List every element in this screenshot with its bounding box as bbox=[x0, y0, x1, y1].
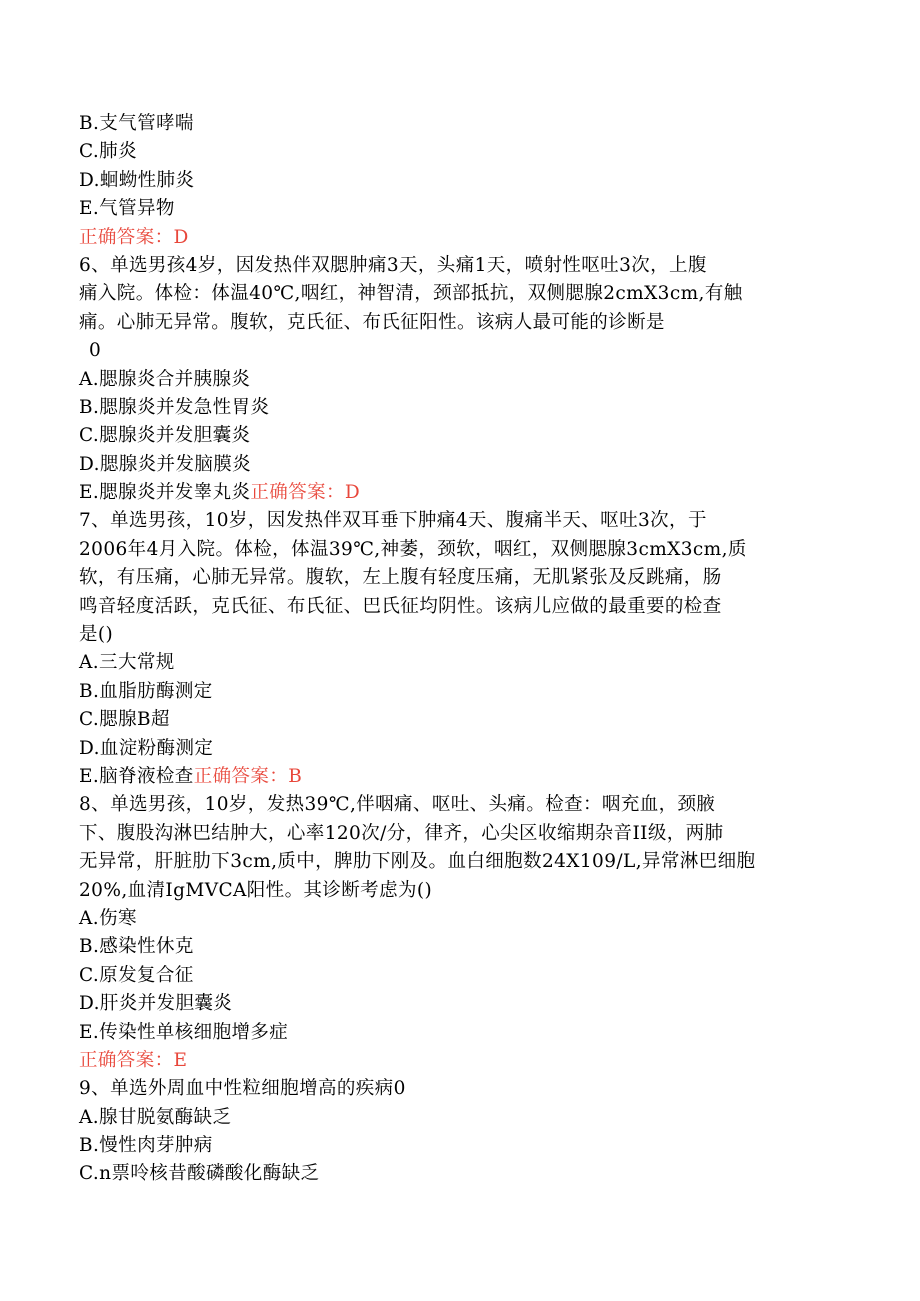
q7-stem-line: 2006年4月入院。体检，体温39℃,神萎，颈软，咽红，双侧腮腺3cmX3cm,质 bbox=[79, 538, 747, 560]
q7-option-e: E.脑脊液检查 bbox=[79, 765, 194, 787]
q8-option-b: B.感染性休克 bbox=[79, 936, 194, 958]
q8-answer: 正确答案：E bbox=[79, 1049, 188, 1071]
q5-option-b: B.支气管哮喘 bbox=[79, 113, 194, 134]
document-content bbox=[79, 110, 839, 1189]
q8-stem-line: 无异常，肝脏肋下3cm,质中，脾肋下刚及。血白细胞数24X109/L,异常淋巴细胞 bbox=[79, 851, 756, 873]
q5-option-c: C.肺炎 bbox=[79, 141, 137, 163]
q6-option-a: A.腮腺炎合并胰腺炎 bbox=[79, 368, 251, 390]
q7-option-e-line bbox=[79, 763, 839, 791]
q7-option-b: B.血脂肪酶测定 bbox=[79, 680, 213, 702]
q7-stem-line: 鸣音轻度活跃，克氏征、布氏征、巴氏征均阴性。该病儿应做的最重要的检查 bbox=[79, 595, 722, 617]
q6-option-c: C.腮腺炎并发胆囊炎 bbox=[79, 425, 251, 447]
q9-option-b: B.慢性肉芽肿病 bbox=[79, 1135, 213, 1157]
q6-stem-line: 6、单选男孩4岁，因发热伴双腮肿痛3天，头痛1天，喷射性呕吐3次，上腹 bbox=[79, 254, 707, 276]
q9-stem-line: 9、单选外周血中性粒细胞增高的疾病0 bbox=[79, 1078, 406, 1100]
q7-stem-line: 是() bbox=[79, 624, 114, 646]
q7-option-a: A.三大常规 bbox=[79, 652, 175, 674]
q6-option-d: D.腮腺炎并发脑膜炎 bbox=[79, 453, 252, 475]
q6-option-e: E.腮腺炎并发睾丸炎 bbox=[79, 482, 251, 504]
q8-stem-line: 20%,血清IgMVCA阳性。其诊断考虑为() bbox=[79, 879, 433, 901]
q8-option-c: C.原发复合征 bbox=[79, 964, 194, 986]
q6-stem-line: 0 bbox=[89, 340, 102, 362]
q8-stem-line: 8、单选男孩，10岁，发热39℃,伴咽痛、呕吐、头痛。检查：咽充血，颈腋 bbox=[79, 794, 716, 816]
q6-answer: 正确答案：D bbox=[250, 482, 361, 504]
q9-option-a: A.腺甘脱氨酶缺乏 bbox=[79, 1106, 232, 1128]
q7-stem-line: 软，有压痛，心肺无异常。腹软，左上腹有轻度压痛，无肌紧张及反跳痛，肠 bbox=[79, 567, 722, 589]
q8-option-e: E.传染性单核细胞增多症 bbox=[79, 1021, 289, 1043]
q7-option-c: C.腮腺B超 bbox=[79, 709, 170, 731]
q6-option-e-line bbox=[79, 479, 839, 507]
q8-stem-line: 下、腹股沟淋巴结肿大，心率120次/分，律齐，心尖区收缩期杂音II级，两肺 bbox=[79, 822, 724, 844]
q6-option-b: B.腮腺炎并发急性胃炎 bbox=[79, 396, 270, 418]
q7-stem-line: 7、单选男孩，10岁，因发热伴双耳垂下肿痛4天、腹痛半天、呕吐3次，于 bbox=[79, 510, 707, 532]
q8-option-a: A.伤寒 bbox=[79, 907, 137, 929]
q7-option-d: D.血淀粉酶测定 bbox=[79, 737, 214, 759]
q9-option-c: C.n票呤核昔酸磷酸化酶缺乏 bbox=[79, 1163, 320, 1185]
q6-stem-line: 痛。心肺无异常。腹软，克氏征、布氏征阳性。该病人最可能的诊断是 bbox=[79, 311, 665, 333]
q5-answer: 正确答案：D bbox=[79, 226, 189, 248]
q5-option-e: E.气管异物 bbox=[79, 198, 175, 220]
q6-stem-line: 痛入院。体检：体温40℃,咽红，神智清，颈部抵抗，双侧腮腺2cmX3cm,有触 bbox=[79, 283, 743, 305]
q7-answer: 正确答案：B bbox=[193, 765, 303, 787]
q5-option-d: D.蛔蚴性肺炎 bbox=[79, 169, 195, 191]
q8-option-d: D.肝炎并发胆囊炎 bbox=[79, 993, 233, 1015]
